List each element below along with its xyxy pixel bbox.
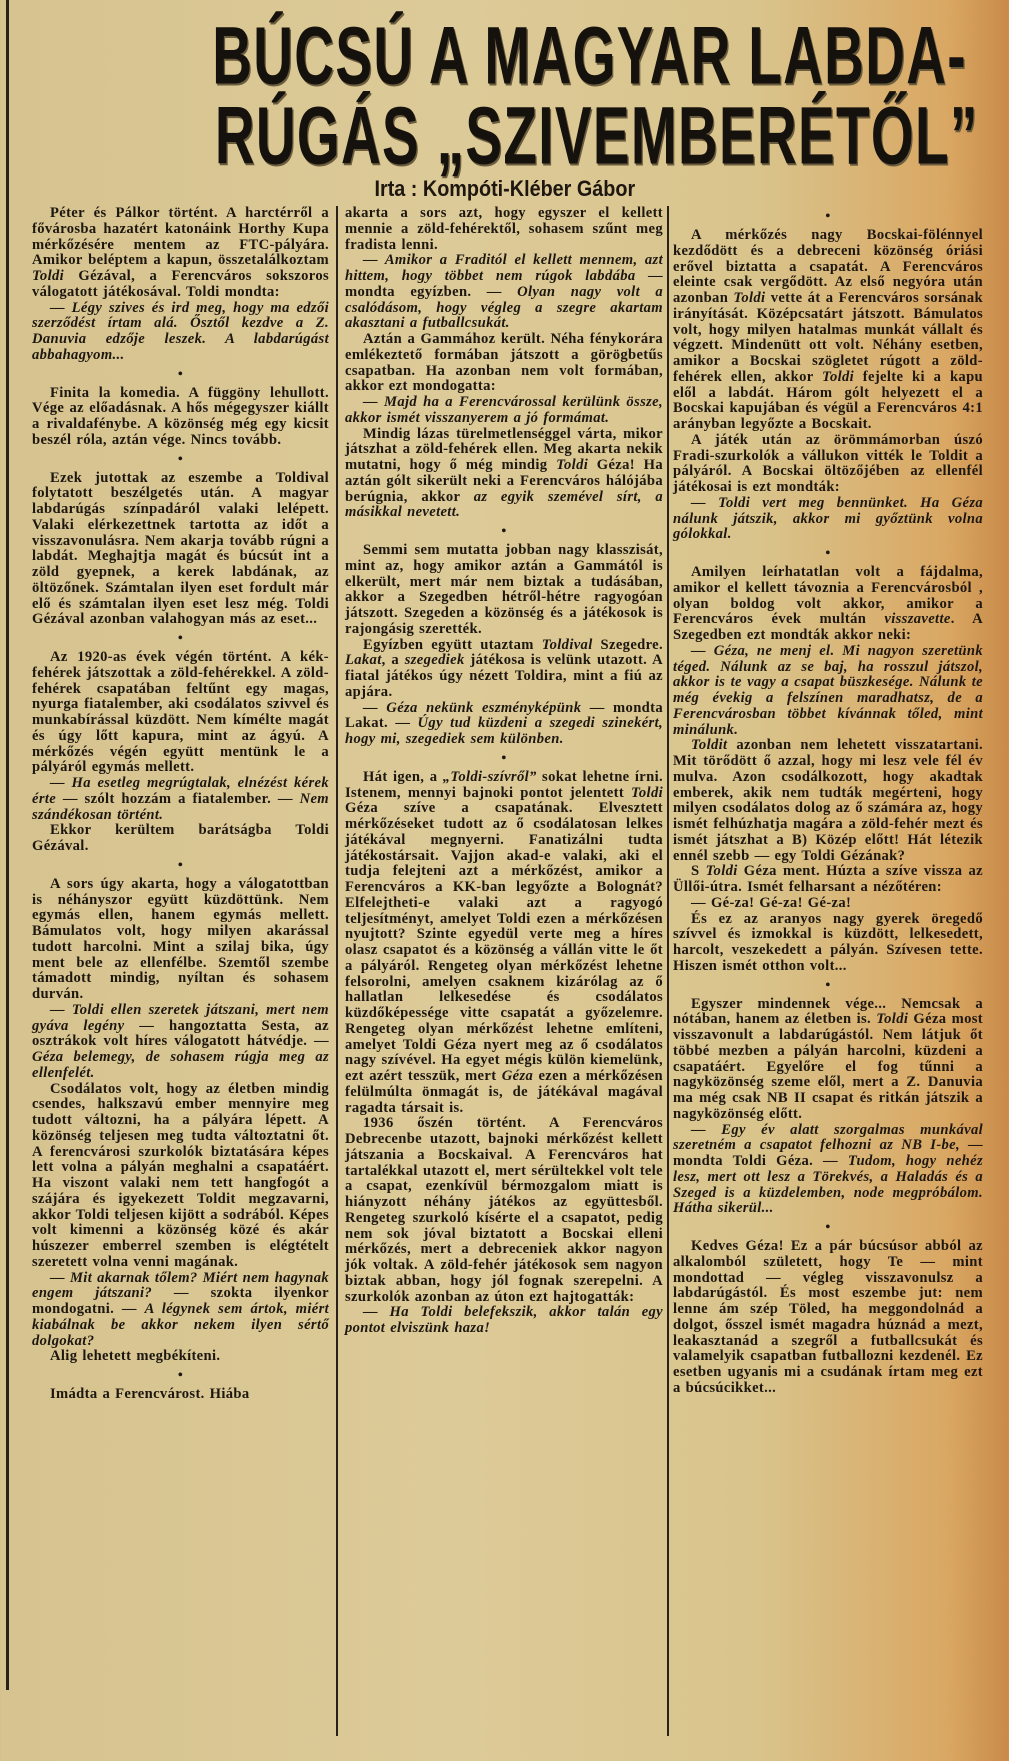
paragraph	[32, 650, 329, 776]
text-run: Mindig lázas türelmetlenséggel várta, mikor játszhat a zöld-fehérek ellen. Meg akarta nekik mutatni, hogy ő még mindig	[345, 425, 663, 473]
headline-line-2	[0, 90, 1009, 182]
text-run: És ez az aranyos nagy gyerek öregedő szívvel és izmokkal is küzdött, lelkesedett, harcolt, veszekedett a pályán. Szívesen tette. Hiszen ismét otthon volt...	[673, 910, 983, 974]
section-separator: •	[177, 857, 184, 873]
italic-quote: Toldival	[541, 636, 593, 653]
text-run: Amilyen leírhatatlan volt a fájdalma, amikor el kellett távoznia a Ferencvárosból , olyan boldog volt akkor, amikor a Ferencváros évek multán	[673, 564, 983, 628]
paragraph	[673, 565, 983, 644]
paragraph	[673, 433, 983, 496]
text-run: Kedves Géza! Ez a pár búcsúsor abból az alkalomból született, hogy Te — mint mondottad — végleg visszavonulsz a labdarúgástól. És most eszembe jut: nem lenne ám szép Töled, ha meggondolnád a dolgot, ősszel ismét magadra húznád a mezt, leakasztanád a szegről a futballcsukát és valamelyik csapatban futballozni kezdenél. Ez esetben ugyanis mi a csudának írtam meg ezt a búcsúcikket...	[673, 1238, 983, 1396]
italic-quote: „Toldi-szívről”	[442, 768, 537, 785]
paragraph	[345, 638, 663, 701]
paragraph	[345, 1116, 663, 1305]
italic-quote: Géza	[501, 1068, 534, 1084]
italic-quote: visszavette	[884, 611, 951, 628]
text-run: vette át a Ferencváros sorsának irányítását. Középcsatárt játszott. Bámulatos volt, hogy milyen hatalmas munkát vállalt és végzett. Mindenütt ott volt. Néhány esetben, amikor a Bocskai szögletet rúgott a zöld-fehérek ellen, akkor	[673, 290, 983, 385]
italic-quote: Úgy tud küzdeni a szegedi szinekért, hogy mi, szegediek sem különben.	[345, 715, 663, 747]
text-run: — hangoztatta Sesta, az osztrákok volt híres válogatott hátvédje. —	[32, 1017, 329, 1050]
section-separator: •	[177, 1368, 184, 1383]
article-column-1	[32, 206, 329, 1403]
text-run: — mondta egyízben. —	[345, 268, 663, 300]
paragraph	[32, 1349, 329, 1365]
paragraph	[32, 1082, 329, 1271]
italic-quote: Olyan nagy volt a csalódásom, hogy végleg a szegre akartam akasztani a futballcsukát.	[345, 283, 663, 332]
section-separator: •	[825, 546, 831, 561]
text-run: — szokta ilyenkor mondogatni. —	[32, 1285, 329, 1317]
text-run: Gézával, a Ferencváros sokszoros válogatott játékosával. Toldi mondta:	[32, 268, 329, 300]
paragraph	[673, 228, 983, 433]
italic-quote: Toldi	[630, 784, 663, 801]
text-run: Géza szíve a csapatának. Elvesztett mérkőzéseket tudott az ő csodálatosan lelkes játékával megnyerni. Fanatizálni tudta játékostársait. Vajjon akad-e valaki, aki el tudja felejteni azt a mérkőzést, amikor a Ferencváros a KK-ban legyőzte a Bolognát? Elfelejtheti-e valaki azt a ragyogó teljesítményt, amelyet Toldi ezen a mérkőzésen nyujtott? Szinte egyedül verte meg a híres olasz csapatot és a közönség a vállán vitte le őt a pályáról. Rengeteg olyan mérkőzést lehetne felsorolni, amelyen csaknem kizárólag az ő hallatlan lelkesedése és csodálatos küzdőképessége vitte csapatát a győzelemre. Rengeteg olyan mérkőzést lehetne említeni, amelyet Toldi Géza nyert meg az ő csodálatos nagy szívével. Ha egyet mégis külön kiemelünk, ezt azért tesszük, mert	[345, 800, 663, 1084]
headline-text-1: BÚCSÚ A MAGYAR LABDA-	[212, 10, 967, 102]
section-separator: •	[177, 631, 184, 646]
text-run: Az 1920-as évek végén történt. A kék-fehérek játszottak a zöld-fehérekkel. A zöld-fehérek csapatában feltűnt egy magas, nyurga fiatalember, aki csodálatos szivvel és munkabírással küzdött. Nem kímélte magát és úgy lőtt kapura, mint az ágyú. A mérkőzés végén együtt mentünk le a pályáról egymás mellett.	[32, 649, 329, 776]
italic-quote: Toldit	[691, 737, 728, 754]
text-run: sokat lehetne írni. Istenem, mennyi bajnoki pontot jelentett	[345, 768, 663, 801]
text-run: Géza ment. Húzta a szíve vissza az Üllői-útra. Ismét felharsant a nézőtéren:	[673, 863, 984, 895]
text-run: — mondta Toldi Géza. —	[673, 1137, 983, 1169]
italic-quote: — Géza, ne menj el. Mi nagyon szeretünk téged. Nálunk az se baj, ha rosszul játszol, akkor is te vagy a csapat büszkesége. Nálunk te még évekig a felszínen maradhatsz, de a Ferencvárosban többet kívánnak tőled, mint minálunk.	[673, 642, 983, 738]
italic-quote: — Géza nekünk eszményképünk	[363, 699, 582, 716]
section-separator: •	[501, 750, 507, 766]
text-run: Finita la komedia. A függöny lehullott. Vége az előadásnak. A hős mégegyszer kiállt a rivaldafénybe. A közönség még egy kicsit beszél róla, aztán vége. Nincs tovább.	[32, 384, 329, 448]
text-run: azonban nem lehetett visszatartani. Mit törődött ő azzal, hogy mi lesz vele fél év mulva. Azon csodálkozott, hogy akadtak emberek, akik nem tudták megérteni, hogy milyen csodálatos dolog az ő számára az, hogy ismét felhúzhatja magára a zöld-fehér mezt és ismét játszhat a B) Közép előtt! Hát létezik ennél szebb — egy Toldi Gézának?	[673, 737, 983, 864]
italic-quote: Lakat	[345, 652, 382, 669]
byline	[0, 177, 1009, 201]
paragraph	[673, 997, 983, 1123]
article-column-2	[345, 206, 663, 1337]
paragraph	[673, 496, 983, 543]
paragraph	[673, 738, 983, 864]
paragraph	[32, 776, 329, 823]
text-run: Imádta a Ferencvárost. Hiába	[50, 1386, 250, 1402]
text-run: , a	[381, 652, 405, 669]
text-run: S	[691, 863, 706, 880]
text-run: Ekkor kerültem barátságba Toldi Gézával.	[32, 822, 329, 854]
text-run: játékosa is velünk utazott. A fiatal játékos úgy nézett Toldira, mint a fiú az apjára.	[345, 652, 663, 700]
paragraph	[32, 823, 329, 855]
text-run: fejelte ki a kapu elől a labdát. Három gólt helyezett el a Bocskai kapujában és végül a Ferencváros 4:1 arányban legyőzte a Bocskait.	[673, 368, 983, 432]
paragraph	[673, 912, 983, 975]
section-separator: •	[825, 209, 831, 224]
text-run: akarta a sors azt, hogy egyszer el kellett mennie a zöld-fehérektől, sohasem szűnt meg fradista lenni.	[345, 205, 663, 253]
section-separator: •	[825, 1220, 831, 1235]
text-run: Semmi sem mutatta jobban nagy klasszisát, mint az, hogy amikor aztán a Gammától is elkerült, mert már nem biztak a tudásában, akkor a Szegedben hétről-hétre ragyogóan játszott. Szegeden a közönség és a játékosok is rajongásig szerették.	[345, 542, 663, 637]
paragraph	[345, 332, 663, 395]
article-column-3	[673, 206, 983, 1397]
column-divider	[336, 206, 338, 1736]
paragraph	[32, 1387, 329, 1403]
italic-quote: az egyik szemével sírt, a másikkal nevetett.	[345, 488, 663, 521]
italic-quote: A légynek sem ártok, miért kiabálnak be akkor nekem ilyen sértő dolgokat?	[32, 1301, 329, 1349]
byline-text: Irta : Kompóti-Kléber Gábor	[374, 176, 635, 201]
italic-quote: Toldi	[556, 457, 589, 473]
italic-quote: — Toldi vert meg bennünket. Ha Géza nálunk játszik, akkor mi győztünk volna gólokkal.	[673, 494, 983, 543]
paragraph	[345, 427, 663, 522]
text-run: — Gé-za! Gé-za! Gé-za!	[691, 894, 852, 911]
text-run: Ezek jutottak az eszembe a Toldival folytatott beszélgetés után. A magyar labdarúgás színpadáról valaki lelépett. Valaki elérkezettnek tartotta az időt a visszavonulásra. Nem akarja tovább rúgni a labdát. Meghajtja magát és búcsút int a zöld gyepnek, a kerek labdának, az öltözőnek. Számtalan ilyen eset fordult már elő és számtalan ilyen eset lesz még. Toldi Gézával azonban valahogyan más az eset...	[32, 469, 329, 628]
paragraph	[345, 1305, 663, 1337]
paragraph	[673, 1123, 983, 1218]
paragraph	[32, 877, 329, 1003]
paragraph	[673, 1239, 983, 1397]
paragraph	[32, 206, 329, 301]
text-run: Egyszer mindennek vége... Nemcsak a nótában, hanem az életben is.	[673, 995, 983, 1028]
section-separator: •	[825, 977, 831, 993]
text-run: 1936 őszén történt. A Ferencváros Debrecenbe utazott, bajnoki mérkőzést kellett játszania a Bocskaival. A Ferencváros hat tartalékkal utazott el, mert sérültekkel volt tele a csapat, ezenkívül bérmozgalom miatt is hiányzott néhány játékos az együttesből. Rengeteg szurkoló kísérte el a csapatot, pedig nem sok jóval biztatott a Bocskai elleni mérkőzés, mert a debreceniek akkor nagyon jók voltak. A zöld-fehér játékosok sem nagyon biztak abban, hogy jól fognak szerepelni. A szurkolók azonban az úton ezt hajtogatták:	[345, 1115, 663, 1305]
text-run: Hát igen, a	[363, 768, 443, 785]
text-run: Csodálatos volt, hogy az életben mindig csendes, halkszavú ember mennyire meg tudott változni, ha a pályára lépett. A közönség teljesen meg tudta változtatni őt. A ferencvárosi szurkolók biztatására képes lett volna a pályán meghalni a csapatáért. Ha viszont valaki nem tett hangfogót a szájára és igyekezett Toldit megzavarni, akkor Toldi teljesen kijött a sodrából. Képes volt kimenni a közönség közé és akár húszezer emberrel szemben is elégtételt szeretett volna venni magának.	[32, 1080, 329, 1270]
paragraph	[32, 1271, 329, 1350]
page-border-rule	[6, 0, 9, 1690]
text-run: Egyízben együtt utaztam	[363, 636, 542, 653]
text-run: Géza most visszavonult a labdarúgástól. Nem látjuk őt többé mezben a pályán harcolni, küzdeni a csapatáért. Egyelőre el fog tűnni a nagyközönség szeme elől, mert a Z. Danuvia ma még csak NB II csapat és ritkán játszik a nagyközönség előtt.	[673, 1011, 983, 1122]
italic-quote: — Ha Toldi belefekszik, akkor talán egy pontot elviszünk haza!	[345, 1304, 663, 1336]
section-separator: •	[177, 451, 184, 467]
text-run: Aztán a Gammához került. Néha fénykorára emlékeztető formában játszott a görögbetűs csapatban. Ha azonban nem volt formában, akkor ezt mondogatta:	[345, 331, 663, 395]
paragraph	[32, 471, 329, 629]
paragraph	[345, 770, 663, 1117]
paragraph	[345, 206, 663, 253]
italic-quote: — Mit akarnak tőlem? Miért nem hagynak engem játszani?	[32, 1269, 329, 1302]
text-run: — mondta Lakat. —	[345, 699, 663, 732]
text-run: A mérkőzés nagy Bocskai-fölénnyel kezdődött és a debreceni közönség óriási erővel biztatta a csapatát. A Ferencváros eleinte csak vergődött. Az első negyóra után azonban	[673, 227, 983, 306]
headline-text-2: RÚGÁS „SZIVEMBERÉTŐL”	[214, 90, 979, 182]
text-run: . A Szegedben ezt mondták akkor neki:	[673, 611, 983, 643]
italic-quote: Tudom, hogy nehéz lesz, mert ott lesz a Törekvés, a Haladás és a Szeged is a küzdelemben, node megpróbálom. Hátha sikerül...	[673, 1153, 983, 1217]
italic-quote: Toldi	[705, 863, 738, 880]
italic-quote: — Amikor a Fraditól el kellett mennem, azt hittem, hogy többet nem rúgok labdába	[345, 252, 663, 284]
text-run: A játék után az örömmámorban úszó Fradi-szurkolók a vállukon vitték le Toldit a pályáról. A Bocskai öltözőjében az ellenfél játékosai is ezt mondták:	[673, 431, 983, 495]
text-run: Alig lehetett megbékíteni.	[50, 1348, 221, 1365]
text-run: — szólt hozzám a fiatalember. —	[56, 790, 300, 807]
italic-quote: — Légy szives és ird meg, hogy ma edzői szerződést írtam alá. Ősztől kezdve a Z. Danuvia edzője leszek. A labdarúgást abbahagyom...	[32, 299, 329, 363]
italic-quote: — Toldi ellen szeretek játszani, mert nem gyáva legény	[32, 1001, 329, 1034]
paragraph	[673, 864, 983, 896]
italic-quote: Toldi	[822, 368, 855, 385]
section-separator: •	[501, 524, 507, 539]
italic-quote: — Ha esetleg megrúgtalak, elnézést kérek érte	[32, 775, 329, 807]
paragraph	[32, 301, 329, 364]
italic-quote: — Majd ha a Ferencvárossal kerülünk össze, akkor ismét visszanyerem a jó formámat.	[345, 394, 663, 426]
paragraph	[32, 1003, 329, 1082]
paragraph	[345, 253, 663, 332]
italic-quote: szegediek	[404, 652, 465, 669]
text-run: Géza! Ha aztán gólt sikerült neki a Ferencváros hálójába berúgnia, akkor	[345, 457, 663, 505]
headline-line-1	[0, 10, 1009, 102]
italic-quote: Toldi	[876, 1011, 909, 1028]
paragraph	[673, 896, 983, 912]
paragraph	[345, 543, 663, 638]
italic-quote: Toldi	[733, 290, 766, 306]
paragraph	[673, 644, 983, 739]
italic-quote: Toldi	[32, 268, 65, 284]
column-divider	[667, 206, 669, 1736]
paragraph	[32, 386, 329, 449]
text-run: ezen a mérkőzésen felülmúlta önmagát is, de játékával magával ragadta társait is.	[345, 1068, 663, 1116]
text-run: A sors úgy akarta, hogy a válogatottban is néhányszor együtt küzdöttünk. Nem egymás ellen, hanem egymás mellett. Bámulatos volt, hogy milyen akarással tudott harcolni. Mint a szilaj bika, úgy ment bele az ellenfélbe. Szemtől szembe támadott mindig, nyíltan és sohasem durván.	[32, 875, 329, 1002]
italic-quote: Nem szándékosan történt.	[32, 790, 329, 823]
italic-quote: Géza belemegy, de sohasem rúgja meg az ellenfelét.	[32, 1049, 329, 1081]
text-run: Szegedre.	[592, 636, 663, 653]
paragraph	[345, 395, 663, 427]
text-run: Péter és Pálkor történt. A harctérről a fővárosba hazatért katonáink Horthy Kupa mérkőzésére mentem az FTC-pályára. Amikor beléptem a kapun, összetalálkoztam	[32, 205, 329, 269]
paragraph	[345, 701, 663, 748]
section-separator: •	[177, 366, 184, 382]
italic-quote: — Egy év alatt szorgalmas munkával szeretném a csapatot felhozni az NB I-be,	[673, 1121, 983, 1154]
